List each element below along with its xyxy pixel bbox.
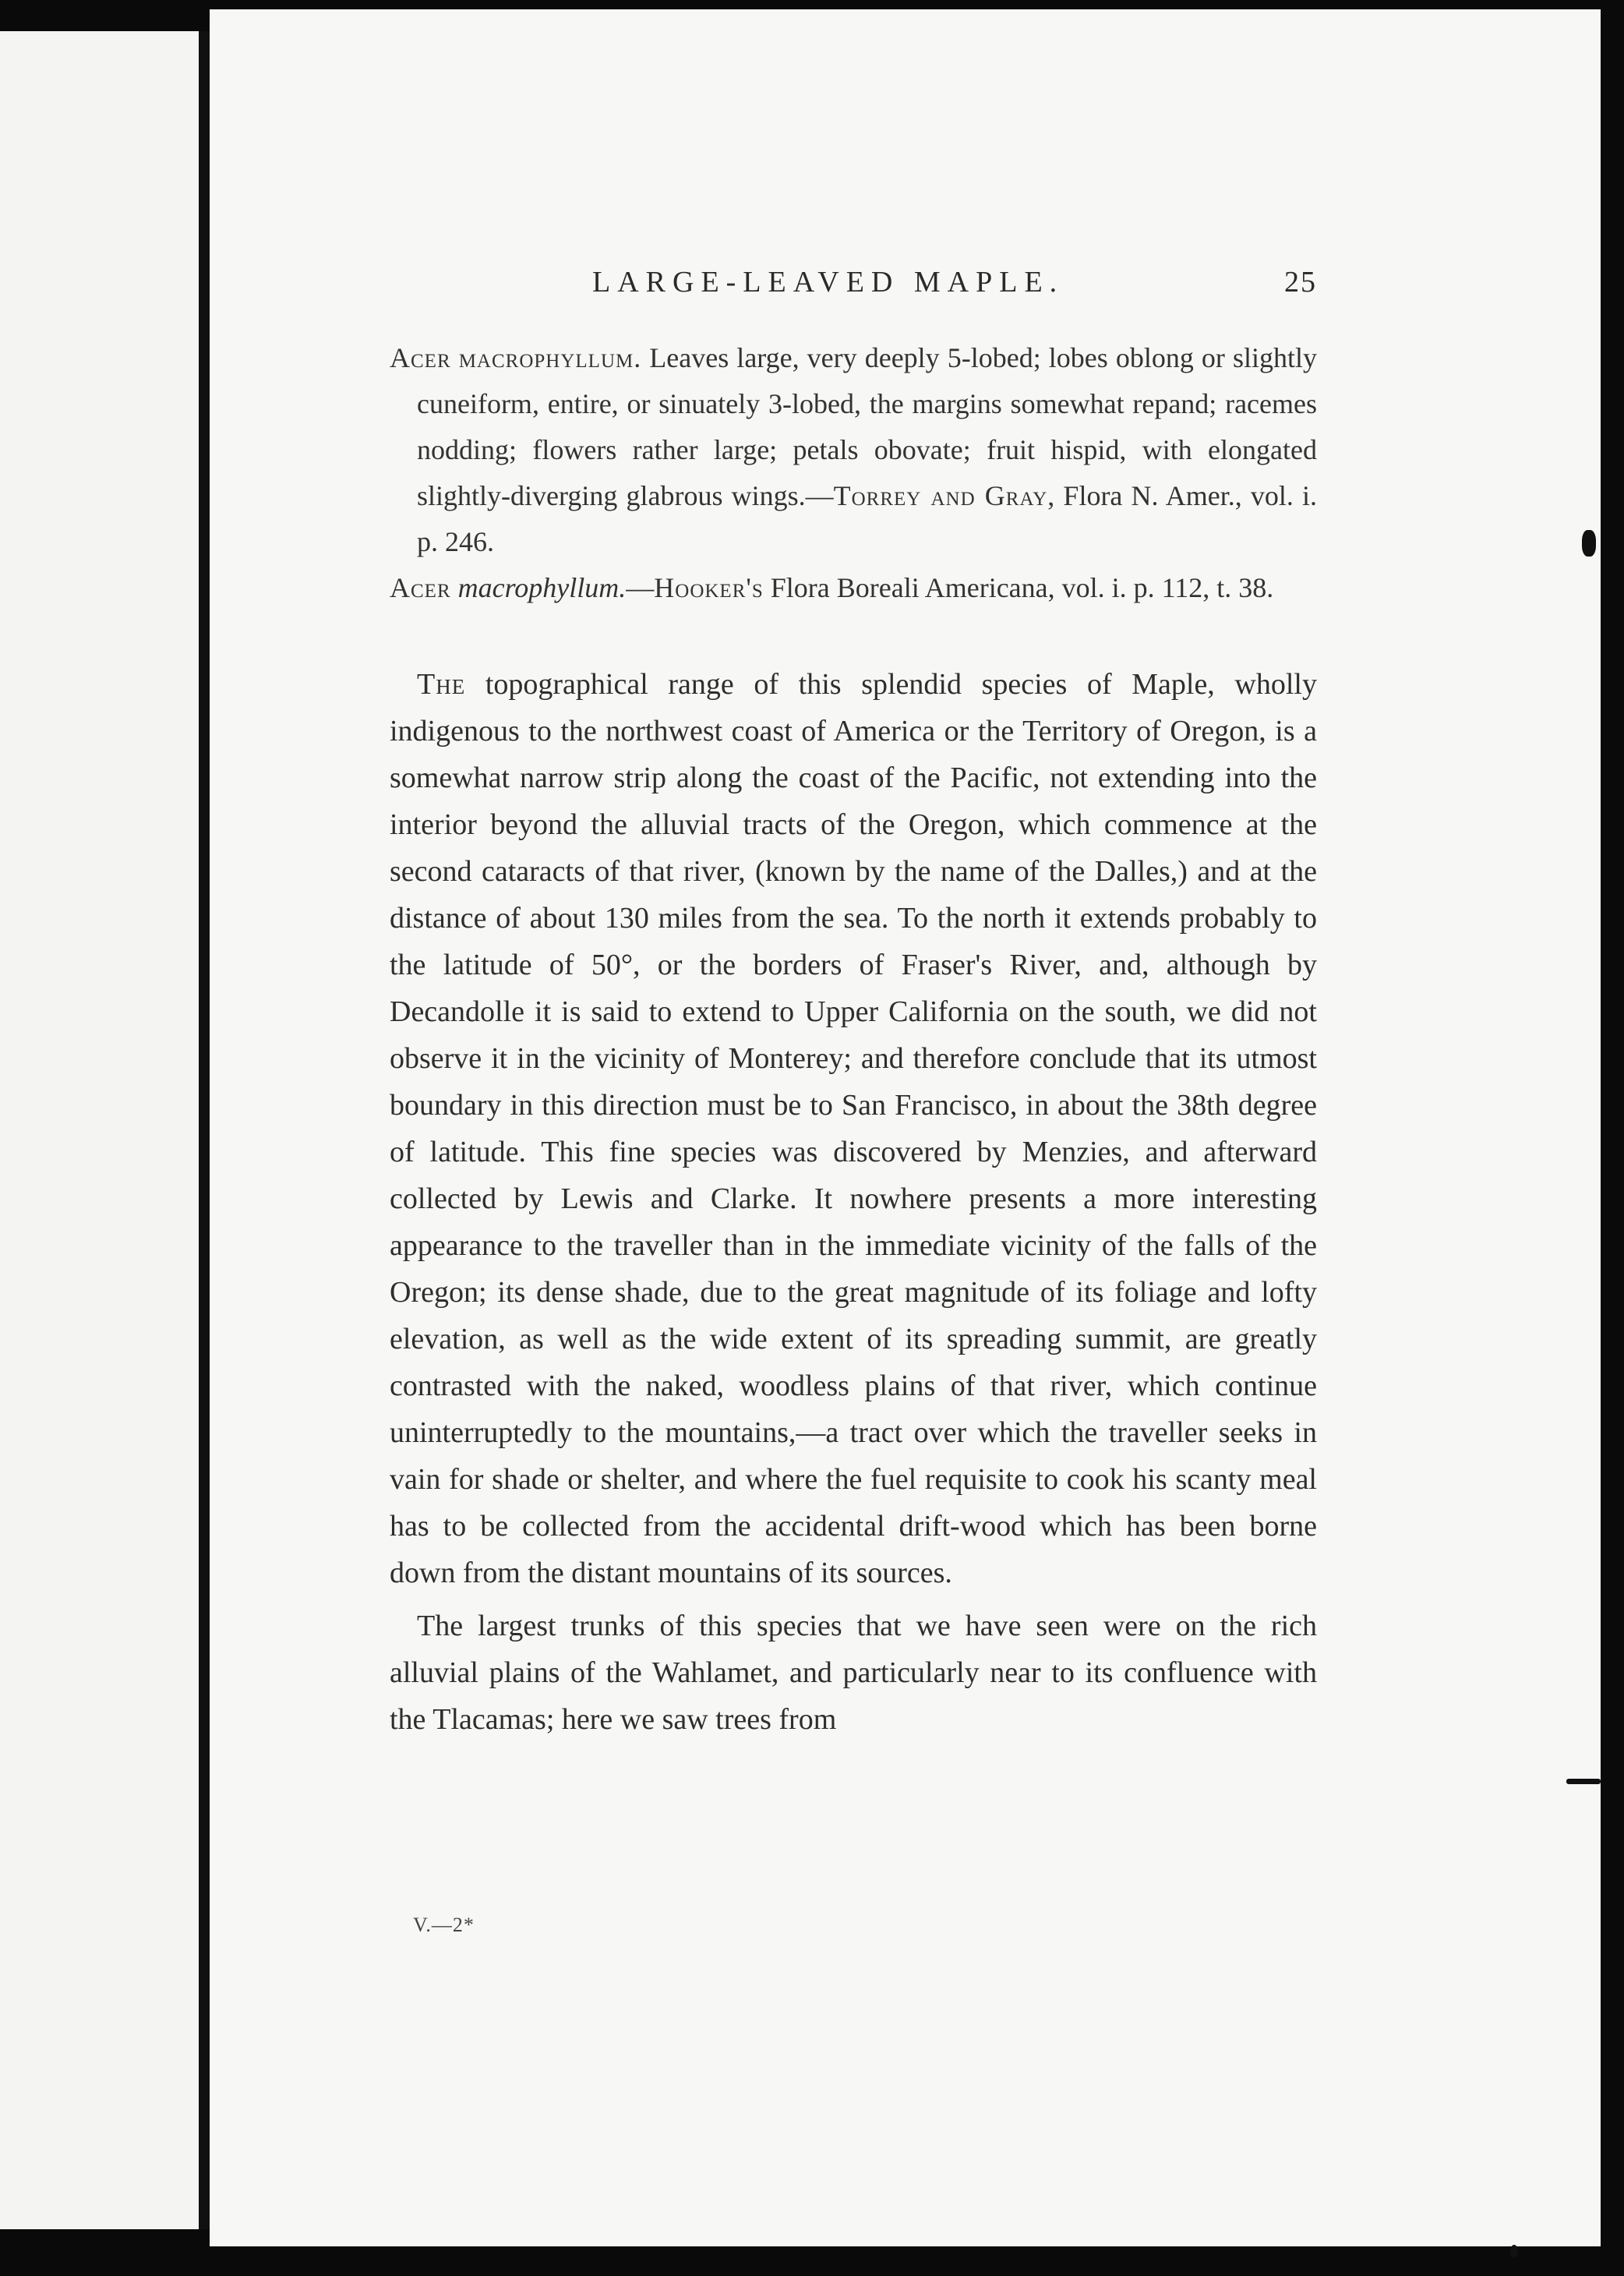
synonymy-entry — [390, 565, 1317, 611]
species-name: macrophyllum. — [457, 572, 627, 603]
book-gutter — [199, 31, 210, 2229]
page-number: 25 — [1284, 266, 1317, 299]
scan-speck — [1510, 2245, 1518, 2257]
signature-mark: V.—2* — [413, 1914, 475, 1936]
lead-word: The — [417, 668, 466, 701]
synonymy-block — [390, 335, 1317, 611]
genus-name: Acer — [390, 572, 451, 603]
scan-speck — [1566, 1779, 1601, 1784]
page-title: LARGE-LEAVED MAPLE. — [592, 266, 1064, 299]
facing-page — [0, 31, 199, 2229]
authority: Hooker's — [654, 572, 764, 603]
body-text — [390, 661, 1317, 1749]
paragraph-text: topographical range of this splendid species of Maple, wholly indigenous to the northwest coast of America or the Territory of Oregon, is a somewhat narrow strip along the coast of the Pacific, not extending into the interior beyond the alluvial tracts of the Oregon, which commence at the second cataracts of that river, (known by the name of the Dalles,) and at the distance of about 130 miles from the sea. To the north it extends probably to the latitude of 50°, or the borders of Fraser's River, and, although by Decandolle it is said to extend to Upper California on the south, we did not observe it in the vicinity of Monterey; and therefore conclude that its utmost boundary in this direction must be to San Francisco, in about the 38th degree of latitude. This fine species was discovered by Menzies, and afterward collected by Lewis and Clarke. It nowhere presents a more interesting appearance to the traveller than in the immediate vicinity of the falls of the Oregon; its dense shade, due to the great magnitude of its foliage and lofty elevation, as well as the wide extent of its spreading summit, are greatly contrasted with the naked, woodless plains of that river, which continue uninterruptedly to the mountains,—a tract over which the traveller seeks in vain for shade or shelter, and where the fuel requisite to cook his scanty meal has to be collected from the accidental drift-wood which has been borne down from the distant mountains of its sources. — [390, 668, 1317, 1589]
dash: — — [626, 572, 655, 603]
paragraph-text: The largest trunks of this species that we have seen were on the rich alluvial plains of the Wahlamet, and particularly near to its confluence with the Tlacamas; here we saw trees from — [390, 1610, 1317, 1736]
reference: Flora Boreali Americana, vol. i. p. 112, t. 38. — [763, 572, 1274, 603]
reference: , Flora N. Amer., vol. i. p. 246. — [417, 480, 1317, 557]
scan-speck — [1582, 530, 1596, 557]
synonymy-entry — [390, 335, 1317, 565]
paragraph — [390, 661, 1317, 1596]
description: Leaves large, very deeply 5-lobed; lobes oblong or slightly cuneiform, entire, or sinuately 3-lobed, the margins somewhat repand; racemes nodding; flowers rather large; petals obovate; fruit hispid, with elongated slightly-diverging glabrous wings.— — [417, 342, 1317, 511]
genus-name: Acer — [390, 342, 451, 373]
authority: Torrey and Gray — [833, 480, 1048, 511]
species-name: macrophyllum. — [458, 342, 642, 373]
paragraph — [390, 1603, 1317, 1743]
